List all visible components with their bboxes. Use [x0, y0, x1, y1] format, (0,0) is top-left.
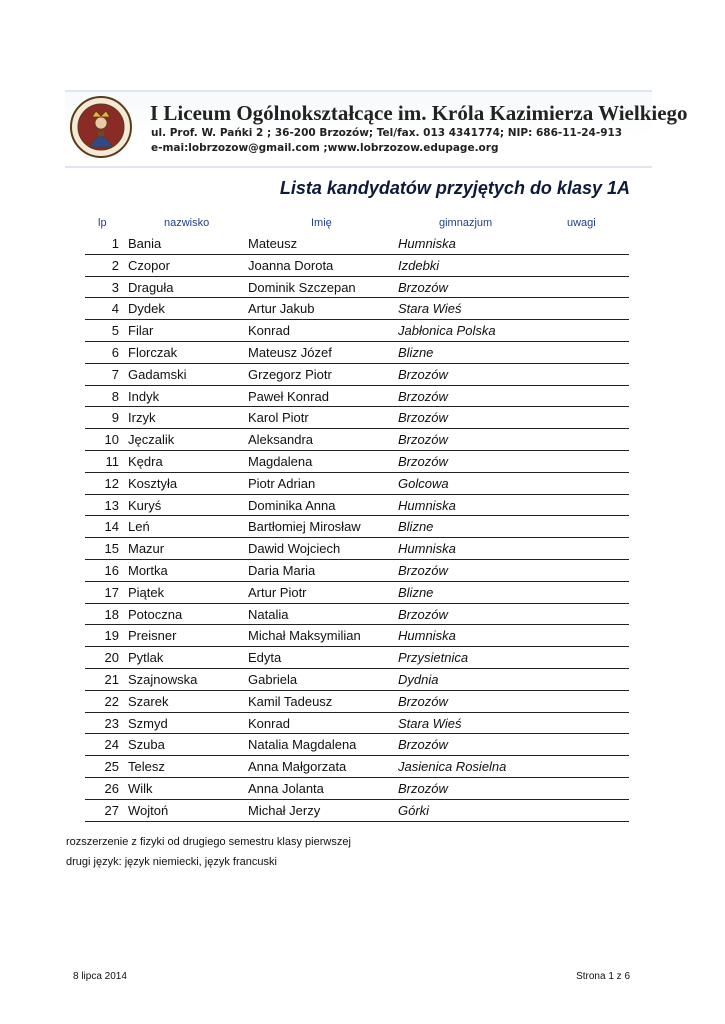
table-row — [85, 538, 629, 560]
cell-school: Brzozów — [398, 453, 448, 469]
cell-surname: Gadamski — [128, 366, 187, 382]
cell-surname: Szajnowska — [128, 671, 198, 687]
cell-school: Brzozów — [398, 410, 448, 426]
table-row — [85, 756, 629, 778]
cell-lp: 8 — [111, 388, 119, 404]
table-row — [85, 734, 629, 756]
cell-surname: Szuba — [128, 737, 165, 753]
cell-name: Michał Jerzy — [248, 802, 321, 818]
cell-surname: Wilk — [128, 780, 153, 796]
table-row — [85, 255, 629, 277]
cell-lp: 26 — [104, 780, 119, 796]
table-row — [85, 342, 629, 364]
cell-name: Kamil Tadeusz — [248, 693, 333, 709]
cell-name: Natalia Magdalena — [248, 737, 357, 753]
cell-lp: 21 — [104, 671, 119, 687]
cell-surname: Jęczalik — [128, 432, 175, 448]
cell-school: Jasienica Rosielna — [398, 759, 507, 775]
cell-surname: Bania — [128, 236, 162, 251]
cell-lp: 11 — [105, 453, 119, 469]
cell-lp: 16 — [104, 562, 119, 578]
cell-surname: Potoczna — [128, 606, 183, 622]
cell-surname: Filar — [128, 323, 154, 339]
cell-surname: Pytlak — [128, 650, 164, 666]
cell-surname: Kędra — [128, 453, 163, 469]
cell-name: Artur Piotr — [248, 584, 307, 600]
cell-school: Jabłonica Polska — [398, 323, 496, 339]
cell-surname: Mortka — [128, 562, 168, 578]
cell-lp: 4 — [111, 301, 119, 317]
cell-lp: 25 — [104, 759, 119, 775]
table-row — [85, 473, 629, 495]
table-row — [85, 516, 629, 538]
school-seal-icon — [70, 95, 132, 159]
cell-name: Anna Jolanta — [248, 780, 324, 796]
cell-lp: 10 — [104, 432, 119, 448]
cell-name: Karol Piotr — [248, 410, 309, 426]
cell-name: Joanna Dorota — [248, 257, 334, 273]
cell-name: Konrad — [248, 715, 290, 731]
cell-name: Dawid Wojciech — [248, 541, 341, 557]
table-row — [85, 778, 629, 800]
column-header-surname: nazwisko — [164, 217, 210, 229]
cell-name: Bartłomiej Mirosław — [248, 519, 361, 535]
table-row — [85, 320, 629, 342]
cell-name: Piotr Adrian — [248, 475, 316, 491]
cell-lp: 14 — [104, 519, 119, 535]
cell-name: Daria Maria — [248, 562, 316, 578]
cell-lp: 19 — [104, 628, 119, 644]
school-address: ul. Prof. W. Pańki 2 ; 36-200 Brzozów; Tel/fax. 013 4341774; NIP: 686-11-24-913 — [151, 127, 623, 139]
table-row — [85, 495, 629, 517]
column-header-lp: lp — [98, 217, 107, 229]
table-row — [85, 560, 629, 582]
cell-lp: 2 — [111, 257, 119, 273]
cell-surname: Preisner — [128, 628, 177, 644]
table-row — [85, 451, 629, 473]
cell-school: Golcowa — [398, 475, 449, 491]
table-row — [85, 407, 629, 429]
cell-school: Humniska — [398, 236, 456, 251]
cell-school: Brzozów — [398, 366, 448, 382]
cell-name: Magdalena — [248, 453, 313, 469]
table-row — [85, 233, 629, 255]
cell-school: Stara Wieś — [398, 301, 462, 317]
cell-surname: Telesz — [128, 759, 165, 775]
cell-surname: Leń — [128, 519, 150, 535]
cell-lp: 9 — [111, 410, 119, 426]
cell-surname: Kuryś — [128, 497, 162, 513]
table-row — [85, 582, 629, 604]
table-row — [85, 277, 629, 299]
cell-name: Edyta — [248, 650, 282, 666]
table-row — [85, 386, 629, 408]
cell-lp: 13 — [104, 497, 119, 513]
cell-school: Brzozów — [398, 780, 448, 796]
cell-name: Konrad — [248, 323, 290, 339]
cell-name: Aleksandra — [248, 432, 314, 448]
table-row — [85, 429, 629, 451]
cell-lp: 24 — [104, 737, 119, 753]
table-row — [85, 691, 629, 713]
table-row — [85, 364, 629, 386]
table-row — [85, 800, 629, 822]
cell-school: Brzozów — [398, 606, 448, 622]
cell-surname: Irzyk — [128, 410, 156, 426]
column-header-notes: uwagi — [567, 217, 596, 229]
cell-lp: 3 — [111, 279, 119, 295]
cell-name: Grzegorz Piotr — [248, 366, 332, 382]
cell-surname: Indyk — [128, 388, 160, 404]
cell-school: Brzozów — [398, 388, 448, 404]
column-header-school: gimnazjum — [439, 217, 493, 229]
cell-lp: 5 — [111, 323, 119, 339]
cell-school: Stara Wieś — [398, 715, 462, 731]
cell-name: Dominika Anna — [248, 497, 336, 513]
footer-page-number: Strona 1 z 6 — [576, 971, 630, 982]
cell-school: Brzozów — [398, 693, 448, 709]
student-list — [85, 233, 629, 822]
cell-lp: 17 — [104, 584, 119, 600]
cell-lp: 18 — [104, 606, 119, 622]
cell-school: Blizne — [398, 519, 434, 535]
cell-lp: 7 — [111, 366, 119, 382]
cell-lp: 12 — [104, 475, 119, 491]
cell-lp: 22 — [104, 693, 119, 709]
cell-name: Paweł Konrad — [248, 388, 329, 404]
cell-school: Humniska — [398, 497, 456, 513]
cell-surname: Florczak — [128, 344, 178, 360]
column-header-name: Imię — [311, 217, 332, 229]
cell-lp: 23 — [104, 715, 119, 731]
cell-school: Brzozów — [398, 279, 448, 295]
cell-school: Przysietnica — [398, 650, 469, 666]
cell-school: Izdebki — [398, 257, 440, 273]
cell-school: Brzozów — [398, 432, 448, 448]
table-row — [85, 669, 629, 691]
cell-school: Blizne — [398, 344, 434, 360]
cell-lp: 6 — [111, 344, 119, 360]
table-row — [85, 713, 629, 735]
cell-surname: Szmyd — [128, 715, 168, 731]
note-extension: rozszerzenie z fizyki od drugiego semestru klasy pierwszej — [66, 836, 351, 848]
cell-school: Brzozów — [398, 737, 448, 753]
cell-name: Gabriela — [248, 671, 298, 687]
table-row — [85, 298, 629, 320]
cell-surname: Dydek — [128, 301, 165, 317]
cell-lp: 1 — [111, 236, 119, 251]
school-contact: e-mai:lobrzozow@gmail.com ;www.lobrzozow.edupage.org — [151, 142, 499, 154]
cell-surname: Mazur — [128, 541, 165, 557]
cell-school: Brzozów — [398, 562, 448, 578]
cell-lp: 20 — [104, 650, 119, 666]
cell-name: Michał Maksymilian — [248, 628, 361, 644]
cell-name: Natalia — [248, 606, 289, 622]
cell-surname: Piątek — [128, 584, 165, 600]
school-name: I Liceum Ogólnokształcące im. Króla Kazimierza Wielkiego — [150, 101, 688, 125]
cell-name: Artur Jakub — [248, 301, 315, 317]
table-row — [85, 604, 629, 626]
cell-surname: Wojtoń — [128, 802, 169, 818]
cell-surname: Czopor — [128, 257, 170, 273]
cell-name: Mateusz — [248, 236, 298, 251]
cell-school: Blizne — [398, 584, 434, 600]
cell-school: Dydnia — [398, 671, 439, 687]
table-row — [85, 625, 629, 647]
document-title: Lista kandydatów przyjętych do klasy 1A — [279, 178, 630, 198]
footer-date: 8 lipca 2014 — [73, 971, 127, 982]
cell-school: Humniska — [398, 541, 456, 557]
cell-name: Mateusz Józef — [248, 344, 332, 360]
cell-lp: 27 — [104, 802, 119, 818]
note-second-language: drugi język: język niemiecki, język francuski — [66, 856, 277, 868]
cell-surname: Draguła — [128, 279, 174, 295]
cell-surname: Kosztyła — [128, 475, 178, 491]
cell-name: Dominik Szczepan — [248, 279, 356, 295]
cell-surname: Szarek — [128, 693, 169, 709]
cell-name: Anna Małgorzata — [248, 759, 347, 775]
cell-school: Humniska — [398, 628, 456, 644]
cell-school: Górki — [398, 802, 430, 818]
table-row — [85, 647, 629, 669]
cell-lp: 15 — [104, 541, 119, 557]
